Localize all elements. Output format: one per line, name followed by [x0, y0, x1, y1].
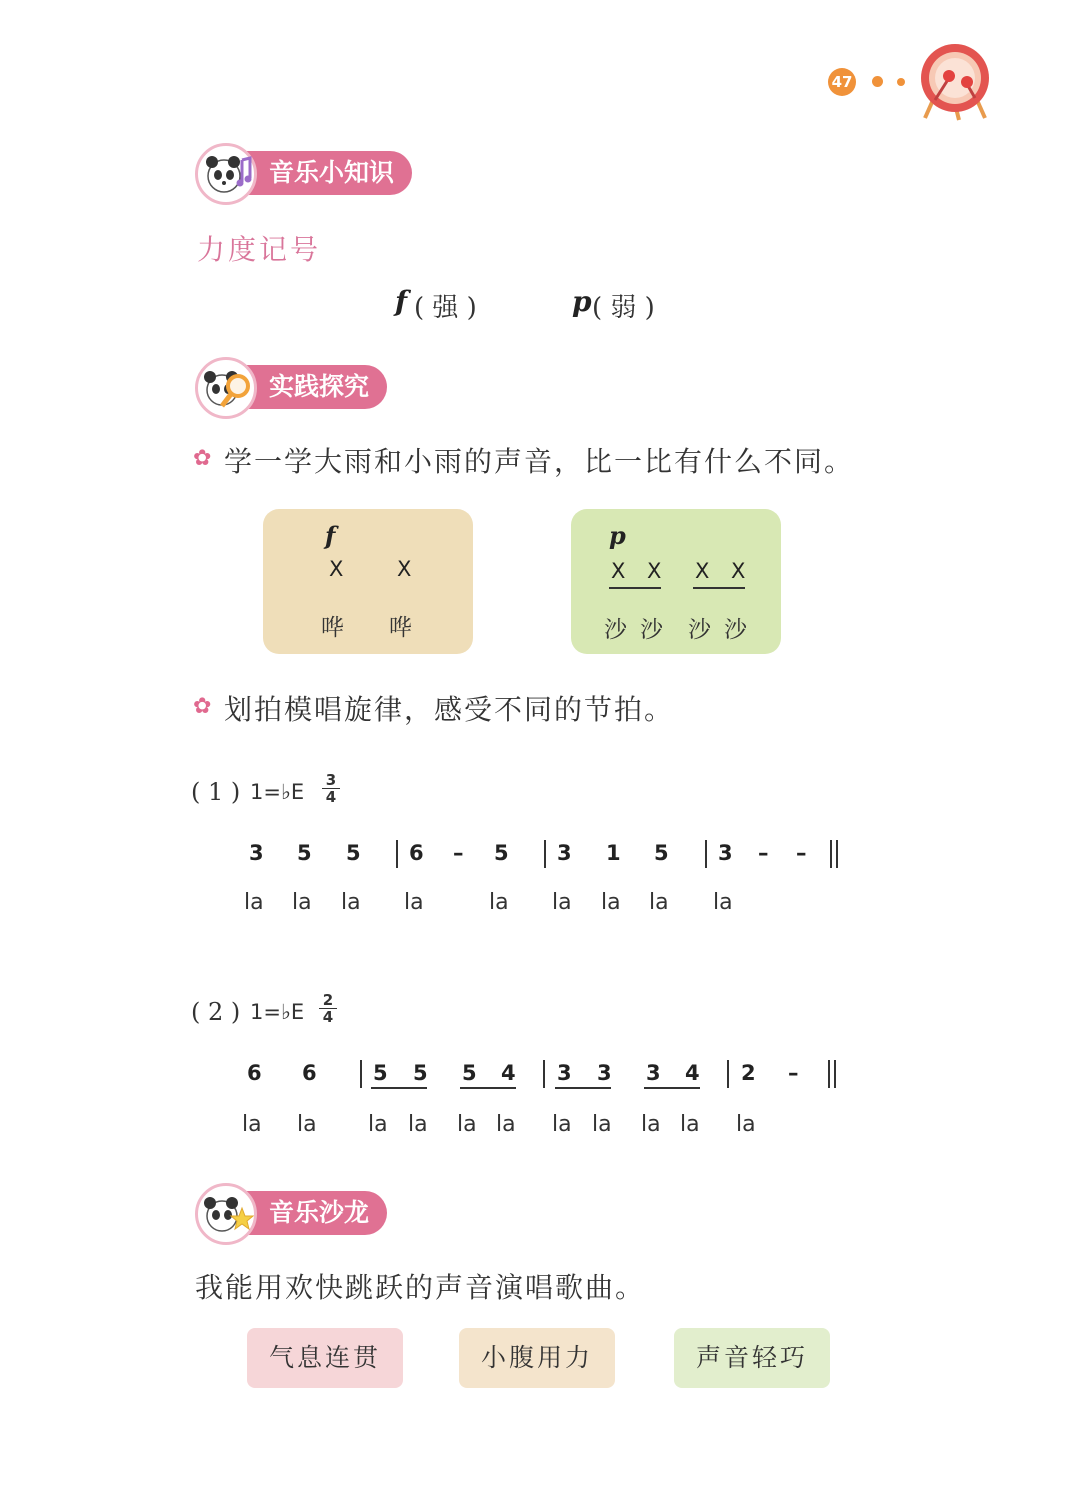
section-title: 音乐小知识 — [225, 151, 412, 195]
beam-underline — [371, 1087, 427, 1089]
melody-number: ( 2 ) — [191, 998, 241, 1026]
decor-dot — [897, 78, 905, 86]
note: – — [758, 841, 769, 865]
forte-symbol: f — [395, 285, 408, 318]
lyric: la — [408, 1112, 428, 1137]
note: 5 — [494, 841, 509, 865]
section-title: 实践探究 — [225, 365, 387, 409]
panda-music-icon — [195, 143, 257, 205]
drum-icon — [915, 42, 995, 122]
bar-line — [543, 1060, 545, 1088]
practice-task-1: 学一学大雨和小雨的声音，比一比有什么不同。 — [224, 445, 855, 478]
time-signature: 3 4 — [322, 772, 340, 805]
rain-word: 沙 — [640, 617, 663, 643]
lyric: la — [404, 890, 424, 915]
final-bar-line — [836, 840, 838, 868]
practice-task-2: 划拍模唱旋律，感受不同的节拍。 — [224, 693, 675, 726]
bar-line — [705, 840, 707, 868]
rain-word: 沙 — [724, 617, 747, 643]
lyric: la — [292, 890, 312, 915]
note: 3 — [597, 1061, 612, 1085]
dynamics-heading: 力度记号 — [197, 233, 322, 266]
piano-mark: p — [609, 521, 626, 550]
lyric: la — [680, 1112, 700, 1137]
time-signature: 2 4 — [319, 992, 337, 1025]
rhythm-x: X — [731, 559, 746, 583]
section-title: 音乐沙龙 — [225, 1191, 387, 1235]
beam-underline — [609, 587, 661, 589]
final-bar-line — [834, 1060, 836, 1088]
beam-underline — [693, 587, 745, 589]
bar-line — [727, 1060, 729, 1088]
lyric: la — [713, 890, 733, 915]
chip-abdomen: 小腹用力 — [459, 1328, 615, 1388]
note: – — [788, 1061, 799, 1085]
note: 5 — [297, 841, 312, 865]
lyric: la — [592, 1112, 612, 1137]
final-bar-line — [828, 1060, 830, 1088]
lyric: la — [242, 1112, 262, 1137]
small-rain-box — [571, 509, 781, 654]
note: 5 — [413, 1061, 428, 1085]
note: 3 — [718, 841, 733, 865]
rain-word: 哗 — [321, 615, 344, 641]
lyric: la — [601, 890, 621, 915]
lyric: la — [649, 890, 669, 915]
note: 3 — [646, 1061, 661, 1085]
note: – — [453, 841, 464, 865]
salon-statement: 我能用欢快跳跃的声音演唱歌曲。 — [195, 1271, 646, 1304]
rain-word: 沙 — [688, 617, 711, 643]
lyric: la — [244, 890, 264, 915]
chip-voice: 声音轻巧 — [674, 1328, 830, 1388]
piano-label: ( 弱 ) — [592, 293, 655, 323]
rain-word: 哗 — [389, 615, 412, 641]
note: 5 — [346, 841, 361, 865]
note: 3 — [249, 841, 264, 865]
piano-symbol: p — [572, 285, 592, 318]
rhythm-x: X — [647, 559, 662, 583]
melody-number: ( 1 ) — [191, 778, 241, 806]
lyric: la — [552, 890, 572, 915]
lyric: la — [297, 1112, 317, 1137]
rhythm-x: X — [611, 559, 626, 583]
key-signature: 1=♭E — [250, 780, 305, 804]
lyric: la — [368, 1112, 388, 1137]
rhythm-x: X — [329, 557, 344, 581]
note: 6 — [302, 1061, 317, 1085]
lyric: la — [496, 1112, 516, 1137]
forte-mark: f — [325, 521, 336, 550]
beam-underline — [460, 1087, 516, 1089]
rhythm-x: X — [695, 559, 710, 583]
page-number: 47 — [828, 68, 856, 96]
beam-underline — [644, 1087, 700, 1089]
rhythm-x: X — [397, 557, 412, 581]
note: 1 — [606, 841, 621, 865]
rain-word: 沙 — [604, 617, 627, 643]
bar-line — [360, 1060, 362, 1088]
note: 6 — [247, 1061, 262, 1085]
note: 4 — [501, 1061, 516, 1085]
panda-magnifier-icon — [195, 357, 257, 419]
note: 5 — [373, 1061, 388, 1085]
note: 5 — [462, 1061, 477, 1085]
lyric: la — [457, 1112, 477, 1137]
final-bar-line — [830, 840, 832, 868]
panda-star-icon — [195, 1183, 257, 1245]
note: 3 — [557, 1061, 572, 1085]
big-rain-box — [263, 509, 473, 654]
decor-dot — [872, 76, 883, 87]
lyric: la — [489, 890, 509, 915]
flower-bullet-icon: ✿ — [193, 694, 212, 719]
note: 4 — [685, 1061, 700, 1085]
lyric: la — [736, 1112, 756, 1137]
key-signature: 1=♭E — [250, 1000, 305, 1024]
note: 2 — [741, 1061, 756, 1085]
bar-line — [396, 840, 398, 868]
lyric: la — [641, 1112, 661, 1137]
bar-line — [544, 840, 546, 868]
note: 3 — [557, 841, 572, 865]
lyric: la — [341, 890, 361, 915]
flower-bullet-icon: ✿ — [193, 446, 212, 471]
forte-label: ( 强 ) — [414, 293, 477, 323]
note: 6 — [409, 841, 424, 865]
note: – — [796, 841, 807, 865]
chip-breath: 气息连贯 — [247, 1328, 403, 1388]
lyric: la — [552, 1112, 572, 1137]
beam-underline — [555, 1087, 611, 1089]
note: 5 — [654, 841, 669, 865]
